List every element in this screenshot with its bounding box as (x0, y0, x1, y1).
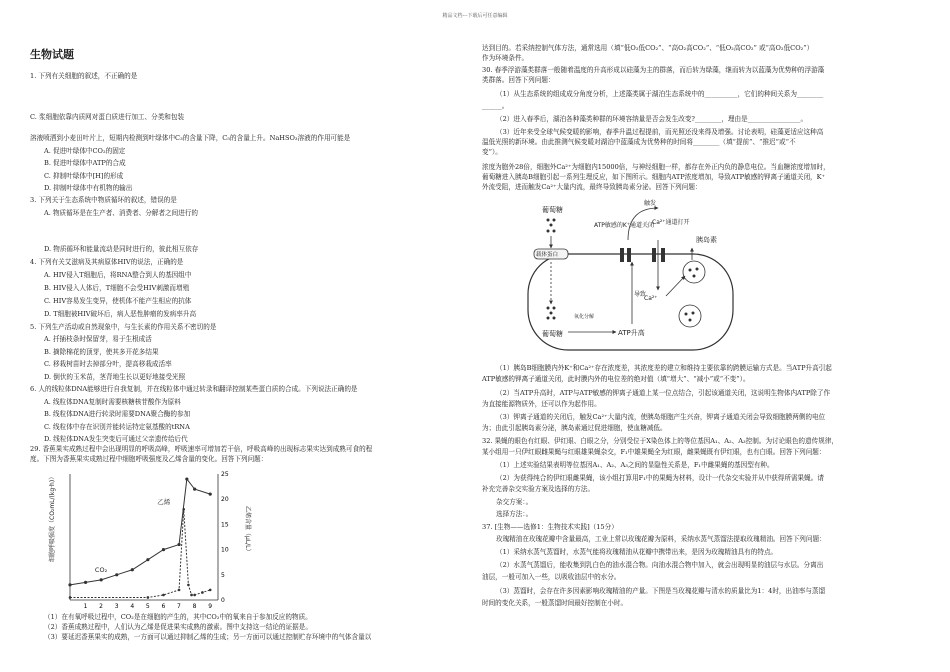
ca-label: Ca²⁺ (644, 295, 658, 302)
x-tick-label: 3 (114, 603, 119, 610)
r-line-1: 作为环境条件。 (482, 54, 529, 62)
q30-cont: 类群落。回答下列问题： (482, 76, 555, 84)
point-co2 (131, 568, 134, 571)
q31-3: （3）钾离子通道的关闭后，触发Ca²⁺大量内流，使胰岛细胞产生兴奋，钾离子通道关闭会导致细胞膜两侧的电位 (496, 413, 826, 421)
carrier-label: 载体蛋白 (536, 252, 559, 258)
point-ethylene (187, 584, 190, 587)
point-co2 (115, 573, 118, 576)
q4-d: D. T细胞被HIV破坏后，病人恶性肿瘤的发病率升高 (44, 310, 197, 318)
q6-d: D. 线粒体DNA发生突变后可通过父亲遗传给后代 (44, 435, 188, 443)
q30-2: （2）进入春季后，湖泊各种藻类种群的环境容纳量是否会发生改变?________，理由是________________。 (496, 115, 808, 123)
q5-d: D. 倒伏的玉米苗，茎背地生长以更好地接受光照 (44, 373, 186, 381)
q37: 37. [生物——选修1：生物技术实践]（15分） (482, 523, 618, 531)
q37-intro: 玫瑰精油在玫瑰花瓣中含量最高，工业上常以玫瑰花瓣为原料，采纳水蒸气蒸馏法提取玫瑰精油。回答下列问题： (496, 535, 826, 543)
q30-1-cont: ______。 (482, 102, 509, 110)
y-left-label: 细胞呼吸强度（CO₂mL/(kg·h)） (49, 473, 56, 562)
q37-2: （2）水蒸气蒸馏后，能收集到乳白色的油水混合物。向油水混合物中加入，就会出现明显的油层与水层。分离出 (496, 561, 824, 569)
q1: 1. 下列有关细胞的叙述，不正确的是 (30, 72, 138, 80)
y-right-label: 乙烯含量（μL/L） (244, 506, 251, 555)
q3-d: D. 物质循环和能量流动是同时进行的，彼此相互依存 (44, 245, 199, 253)
trigger-label: 触发 (644, 200, 657, 207)
q2-d: D. 抑制叶绿体中有机物的输出 (44, 184, 133, 192)
glucose-dots-top (547, 219, 556, 233)
point-co2 (177, 543, 180, 546)
point-co2 (162, 548, 165, 551)
q32-2-cont: 补充完善杂交实验方案及选择的方法。 (482, 485, 595, 493)
glucose-bottom-label: 葡萄糖 (542, 330, 563, 338)
chart-series (68, 477, 211, 598)
series-label-co2: CO₂ (94, 565, 108, 574)
q31-2: （2）当ATP升高时，ATP与ATP敏感的钾离子通道上某一位点结合，引起该通道关闭，这说明生物体内ATP除了作 (496, 389, 831, 397)
x-tick-label: 1 (83, 603, 88, 610)
q31-2-cont: 为直接能源物质外，还可以作为起作用。 (482, 400, 601, 408)
point-co2 (146, 558, 149, 561)
point-ethylene (193, 594, 196, 597)
q5-a: A. 扦插枝条时保留芽，易于生根成活 (44, 335, 152, 343)
q32: 32. 果蝇的眼色有红眼、伊红眼、白眼之分，分别受位于X染色体上的等位基因A₁、A₂、A₃控制。为讨论眼色的遗传规律， (482, 437, 838, 445)
r-line-0: 达到目的。若采纳控制气体方法，通常选用（填“低O₂低CO₂”、“高O₂高CO₂”、“低O₂高CO₂” 或“高O₂低CO₂”） (482, 44, 814, 52)
x-tick-label: 7 (177, 603, 181, 610)
page-header: 精品文档---下载后可任意编辑 (442, 13, 508, 19)
series-line-co2 (70, 479, 210, 585)
q2-b: B. 促进叶绿体中ATP的合成 (44, 159, 126, 167)
q32-2: （2）为获得纯合的伊红眼雌果蝇，该小组打算用F₁中的果蝇为材料，设计一代杂交实验并从中获得所需果蝇。请 (496, 474, 824, 482)
y-right-tick-label: 5 (221, 571, 225, 579)
q2-a: A. 促进叶绿体中CO₂的固定 (44, 147, 126, 155)
q32-scheme: 杂交方案：。 (496, 498, 533, 506)
x-tick-label: 6 (161, 603, 166, 610)
point-co2 (185, 477, 188, 480)
ca-channel-label: Ca²⁺通道打开 (652, 219, 690, 226)
q30: 30. 春季浮游藻类群落一般随着温度的升高形成以硅藻为主的群落，而后转为绿藻，继而转为以蓝藻为优势种的浮游藻 (482, 66, 825, 74)
q3: 3. 下列关于生态系统中物质循环的叙述，错误的是 (30, 196, 177, 204)
point-co2 (193, 488, 196, 491)
y-right-tick-label: 15 (221, 521, 229, 529)
q31-intro: 浓度为胞外28倍，细胞外Ca²⁺为细胞内15000倍，与神经细胞一样，都存在外正内负的静息电位。当血糖浓度增加时， (482, 163, 830, 171)
q4-a: A. HIV侵入T细胞后，将RNA整合到人的基因组中 (44, 271, 192, 279)
respiration-ethylene-chart (34, 466, 254, 612)
insulin-vesicle-upper (683, 261, 705, 283)
x-tick-label: 9 (208, 603, 213, 610)
glucose-dots-inside (547, 307, 556, 320)
q29-cont: 度。下图为香蕉果实成熟过程中细胞呼吸强度及乙烯含量的变化。回答下列问题： (30, 455, 268, 463)
q32-cont: 某小组用一只伊红眼雌果蝇与红眼雄果蝇杂交，F₁中雄果蝇全为红眼，雌果蝇既有伊红眼，也有白眼。回答下列问题： (482, 448, 826, 456)
k-channel (620, 248, 631, 262)
q3-a: A. 物质循环是在生产者、消费者、分解者之间进行的 (44, 209, 199, 217)
q31-1: （1）胰岛B细胞膜内外K⁺和Ca²⁺存在浓度差，其浓度差的建立和维持主要依靠的跨膜运输方式是。当ATP升高引起 (496, 364, 832, 372)
point-co2 (100, 578, 103, 581)
atp-channel-label: ATP敏感的K⁺通道关闭 (594, 222, 655, 229)
point-ethylene (182, 508, 185, 511)
y-right-tick-label: 20 (221, 496, 229, 504)
oxidation-label: 氧化分解 (574, 314, 595, 320)
ca-channel (652, 248, 665, 262)
y-right-tick-label: 0 (221, 597, 225, 604)
lead-to-label: 导致 (634, 291, 647, 298)
q30-3-c: 变”）。 (482, 148, 502, 156)
q37-3-cont: 时间的变化关系，一般蒸馏时间最好控制在小时。 (482, 599, 628, 607)
q31-3-cont: 为；由此引起胰岛素分泌，胰岛素通过促进细胞，使血糖减低。 (482, 424, 667, 432)
point-ethylene (209, 589, 212, 592)
insulin-label: 胰岛素 (696, 236, 717, 244)
q6-c: C. 线粒体中存在识别并能转运特定氨基酸的tRNA (44, 423, 190, 431)
q1-c: C. 浆细胞依靠内质网对蛋白质进行加工、分类和包装 (30, 113, 185, 121)
q31-intro-2: 葡萄糖进入胰岛B细胞引起一系列生理反应，如下图所示。细胞内ATP浓度增加，导致ATP敏感的钾离子通道关闭，K⁺ (482, 173, 826, 181)
point-co2 (209, 493, 212, 496)
glucose-top-label: 葡萄糖 (542, 206, 563, 214)
q6-a: A. 线粒体DNA复制时需要核糖核苷酸作为原料 (44, 398, 181, 406)
doc-title: 生物试题 (30, 48, 74, 61)
insulin-vesicle-lower (679, 305, 701, 327)
q29-2: （2）香蕉成熟过程中，人们认为乙烯是促进果实成熟的激素。图中支持这一结论的证据是。 (44, 623, 312, 631)
point-ethylene (69, 596, 72, 599)
q29: 29. 香蕉果实成熟过程中会出现明显的呼吸高峰，呼吸速率可增加若干倍，呼吸高峰的出现标志果实达到成熟可食的程 (30, 445, 373, 453)
y-right-ticks (221, 471, 229, 604)
point-ethylene (147, 596, 150, 599)
q2-c: C. 抑制叶绿体中[H]的形成 (44, 172, 124, 180)
q37-2-cont: 油层，一般可加入一些，以吸收油层中的水分。 (482, 573, 621, 581)
q32-1: （1）上述实验结果表明等位基因A₁、A₂、A₃之间的显隐性关系是，F₁中雌果蝇的基因型有种。 (496, 461, 774, 469)
point-ethylene (162, 594, 165, 597)
q4-c: C. HIV容易发生变异，使机体不能产生相应的抗体 (44, 297, 192, 305)
x-tick-label: 4 (130, 603, 135, 610)
point-co2 (84, 581, 87, 584)
q5-b: B. 摘除棉花的顶芽，使其多开花多结果 (44, 348, 159, 356)
y-right-tick-label: 10 (221, 546, 229, 554)
x-tick-label: 5 (145, 603, 150, 610)
q5: 5. 下列生产活动或自然现象中，与生长素的作用关系不密切的是 (30, 323, 217, 331)
q4: 4. 下列有关艾滋病及其病原体HIV的说法，正确的是 (30, 258, 184, 266)
q31-intro-3: 外流受阻，进而触发Ca²⁺大量内流，最终导致胰岛素分泌。回答下列问题： (482, 183, 702, 191)
point-ethylene (178, 589, 181, 592)
point-ethylene (201, 591, 204, 594)
q37-1: （1）采纳水蒸气蒸馏时，水蒸气能将玫瑰精油从花瓣中携带出来，是因为玫瑰精油具有的特点。 (496, 548, 778, 556)
point-ethylene (190, 594, 193, 597)
q2: 溶液喷洒到小麦田叶片上，短期内检测到叶绿体中C₃的含量下降，C₅的含量上升。NaHSO₃溶液的作用可能是 (30, 134, 351, 142)
x-tick-label: 2 (99, 603, 103, 610)
point-co2 (68, 583, 71, 586)
series-label-ethylene: 乙烯 (157, 498, 171, 507)
q30-1: （1）从生态系统的组成成分角度分析，上述藻类属于湖泊生态系统中的__________，它们的种间关系为________ (496, 90, 824, 98)
q30-3-b: 温低光照的新环境。由此推测气候变暖对湖泊中蓝藻成为优势种的时间将________（填“提前”、“推迟”或“不 (482, 138, 796, 146)
y-right-tick-label: 25 (221, 471, 229, 478)
atp-rise-label: ATP升高 (618, 329, 645, 337)
q32-method: 选择方法：。 (496, 510, 533, 518)
x-tick-label: 8 (192, 603, 197, 610)
islet-cell-diagram (520, 196, 750, 358)
q29-1: （1）在有氧呼吸过程中，CO₂是在细胞的产生的，其中CO₂中的氧来自于参加反应的物质。 (44, 613, 312, 621)
q6: 6. 人的线粒体DNA能够进行自我复制，并在线粒体中通过转录和翻译控制某些蛋白质的合成。下列说法正确的是 (30, 385, 358, 393)
q4-b: B. HIV侵入人体后，T细胞不会受HIV刺激而增殖 (44, 284, 190, 292)
q6-b: B. 线粒体DNA进行转录时需要DNA聚合酶的参加 (44, 410, 191, 418)
q37-3: （3）蒸馏时，会存在许多因素影响玫瑰精油的产量。下图是当玫瑰花瓣与清水的质量比为1：4时，出油率与蒸馏 (496, 587, 826, 595)
q5-c: C. 移栽树苗时去掉部分叶，提高移栽成活率 (44, 360, 172, 368)
q29-3: （3）要延迟香蕉果实的成熟，一方面可以通过抑制乙烯的生成；另一方面可以通过控制贮存环境中的气体含量以 (44, 633, 372, 641)
q30-3: （3）近年来受全球气候变暖的影响，春季升温过程提前，而光照还没来得及增强。讨论表明，硅藻更适应这种高 (496, 128, 824, 136)
q31-1-cont: ATP敏感的钾离子通道关闭，此时膜内外的电位差的绝对值（填“增大”、“减小”或“不变”）。 (482, 375, 750, 383)
x-ticks (84, 603, 213, 610)
